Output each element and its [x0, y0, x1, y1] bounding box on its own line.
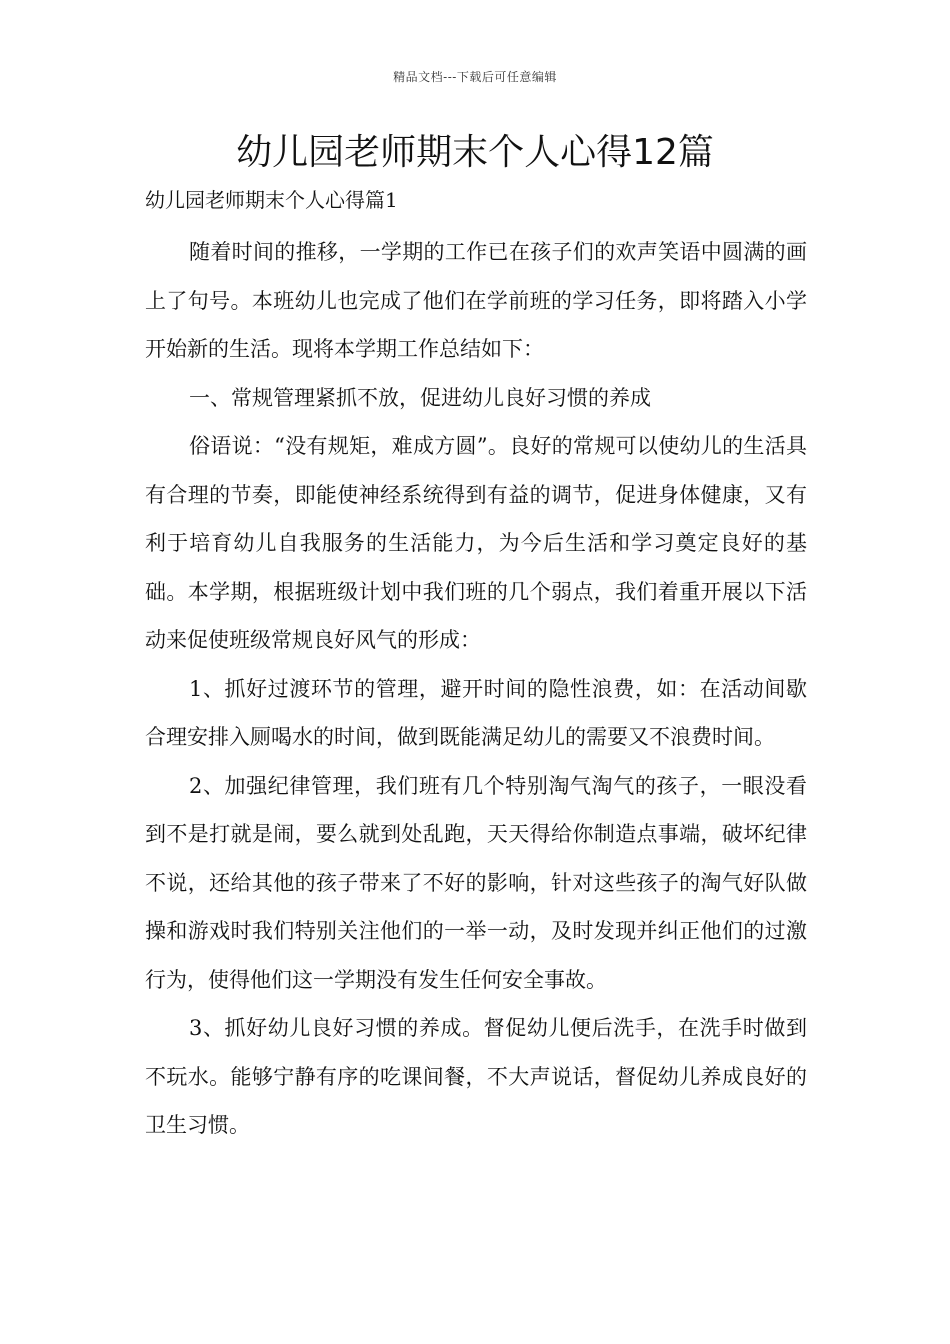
paragraph-item-1: 1、抓好过渡环节的管理，避开时间的隐性浪费，如：在活动间歇合理安排入厕喝水的时间，做到既能满足幼儿的需要又不浪费时间。	[145, 676, 807, 749]
document-title: 幼儿园老师期末个人心得12篇	[236, 132, 714, 173]
document-body	[145, 228, 807, 1150]
paragraph-item-2: 2、加强纪律管理，我们班有几个特别淘气淘气的孩子，一眼没看到不是打就是闹，要么就到处乱跑，天天得给你制造点事端，破坏纪律不说，还给其他的孩子带来了不好的影响，针对这些孩子的淘气好队做操和游戏时我们特别关注他们的一举一动，及时发现并纠正他们的过激行为，使得他们这一学期没有发生任何安全事故。	[145, 773, 807, 992]
section-heading: 幼儿园老师期末个人心得篇1	[145, 188, 398, 212]
paragraph-intro: 随着时间的推移，一学期的工作已在孩子们的欢声笑语中圆满的画上了句号。本班幼儿也完成了他们在学前班的学习任务，即将踏入小学开始新的生活。现将本学期工作总结如下：	[145, 240, 807, 361]
header-note: 精品文档---下载后可任意编辑	[393, 70, 557, 84]
paragraph-item-3: 3、抓好幼儿良好习惯的养成。督促幼儿便后洗手，在洗手时做到不玩水。能够宁静有序的吃课间餐，不大声说话，督促幼儿养成良好的卫生习惯。	[145, 1016, 807, 1137]
paragraph-subheading: 一、常规管理紧抓不放，促进幼儿良好习惯的养成	[189, 385, 651, 410]
paragraph-routine: 俗语说：“没有规矩，难成方圆”。良好的常规可以使幼儿的生活具有合理的节奏，即能使神经系统得到有益的调节，促进身体健康，又有利于培育幼儿自我服务的生活能力，为今后生活和学习奠定良好的基础。本学期，根据班级计划中我们班的几个弱点，我们着重开展以下活动来促使班级常规良好风气的形成：	[145, 434, 807, 652]
